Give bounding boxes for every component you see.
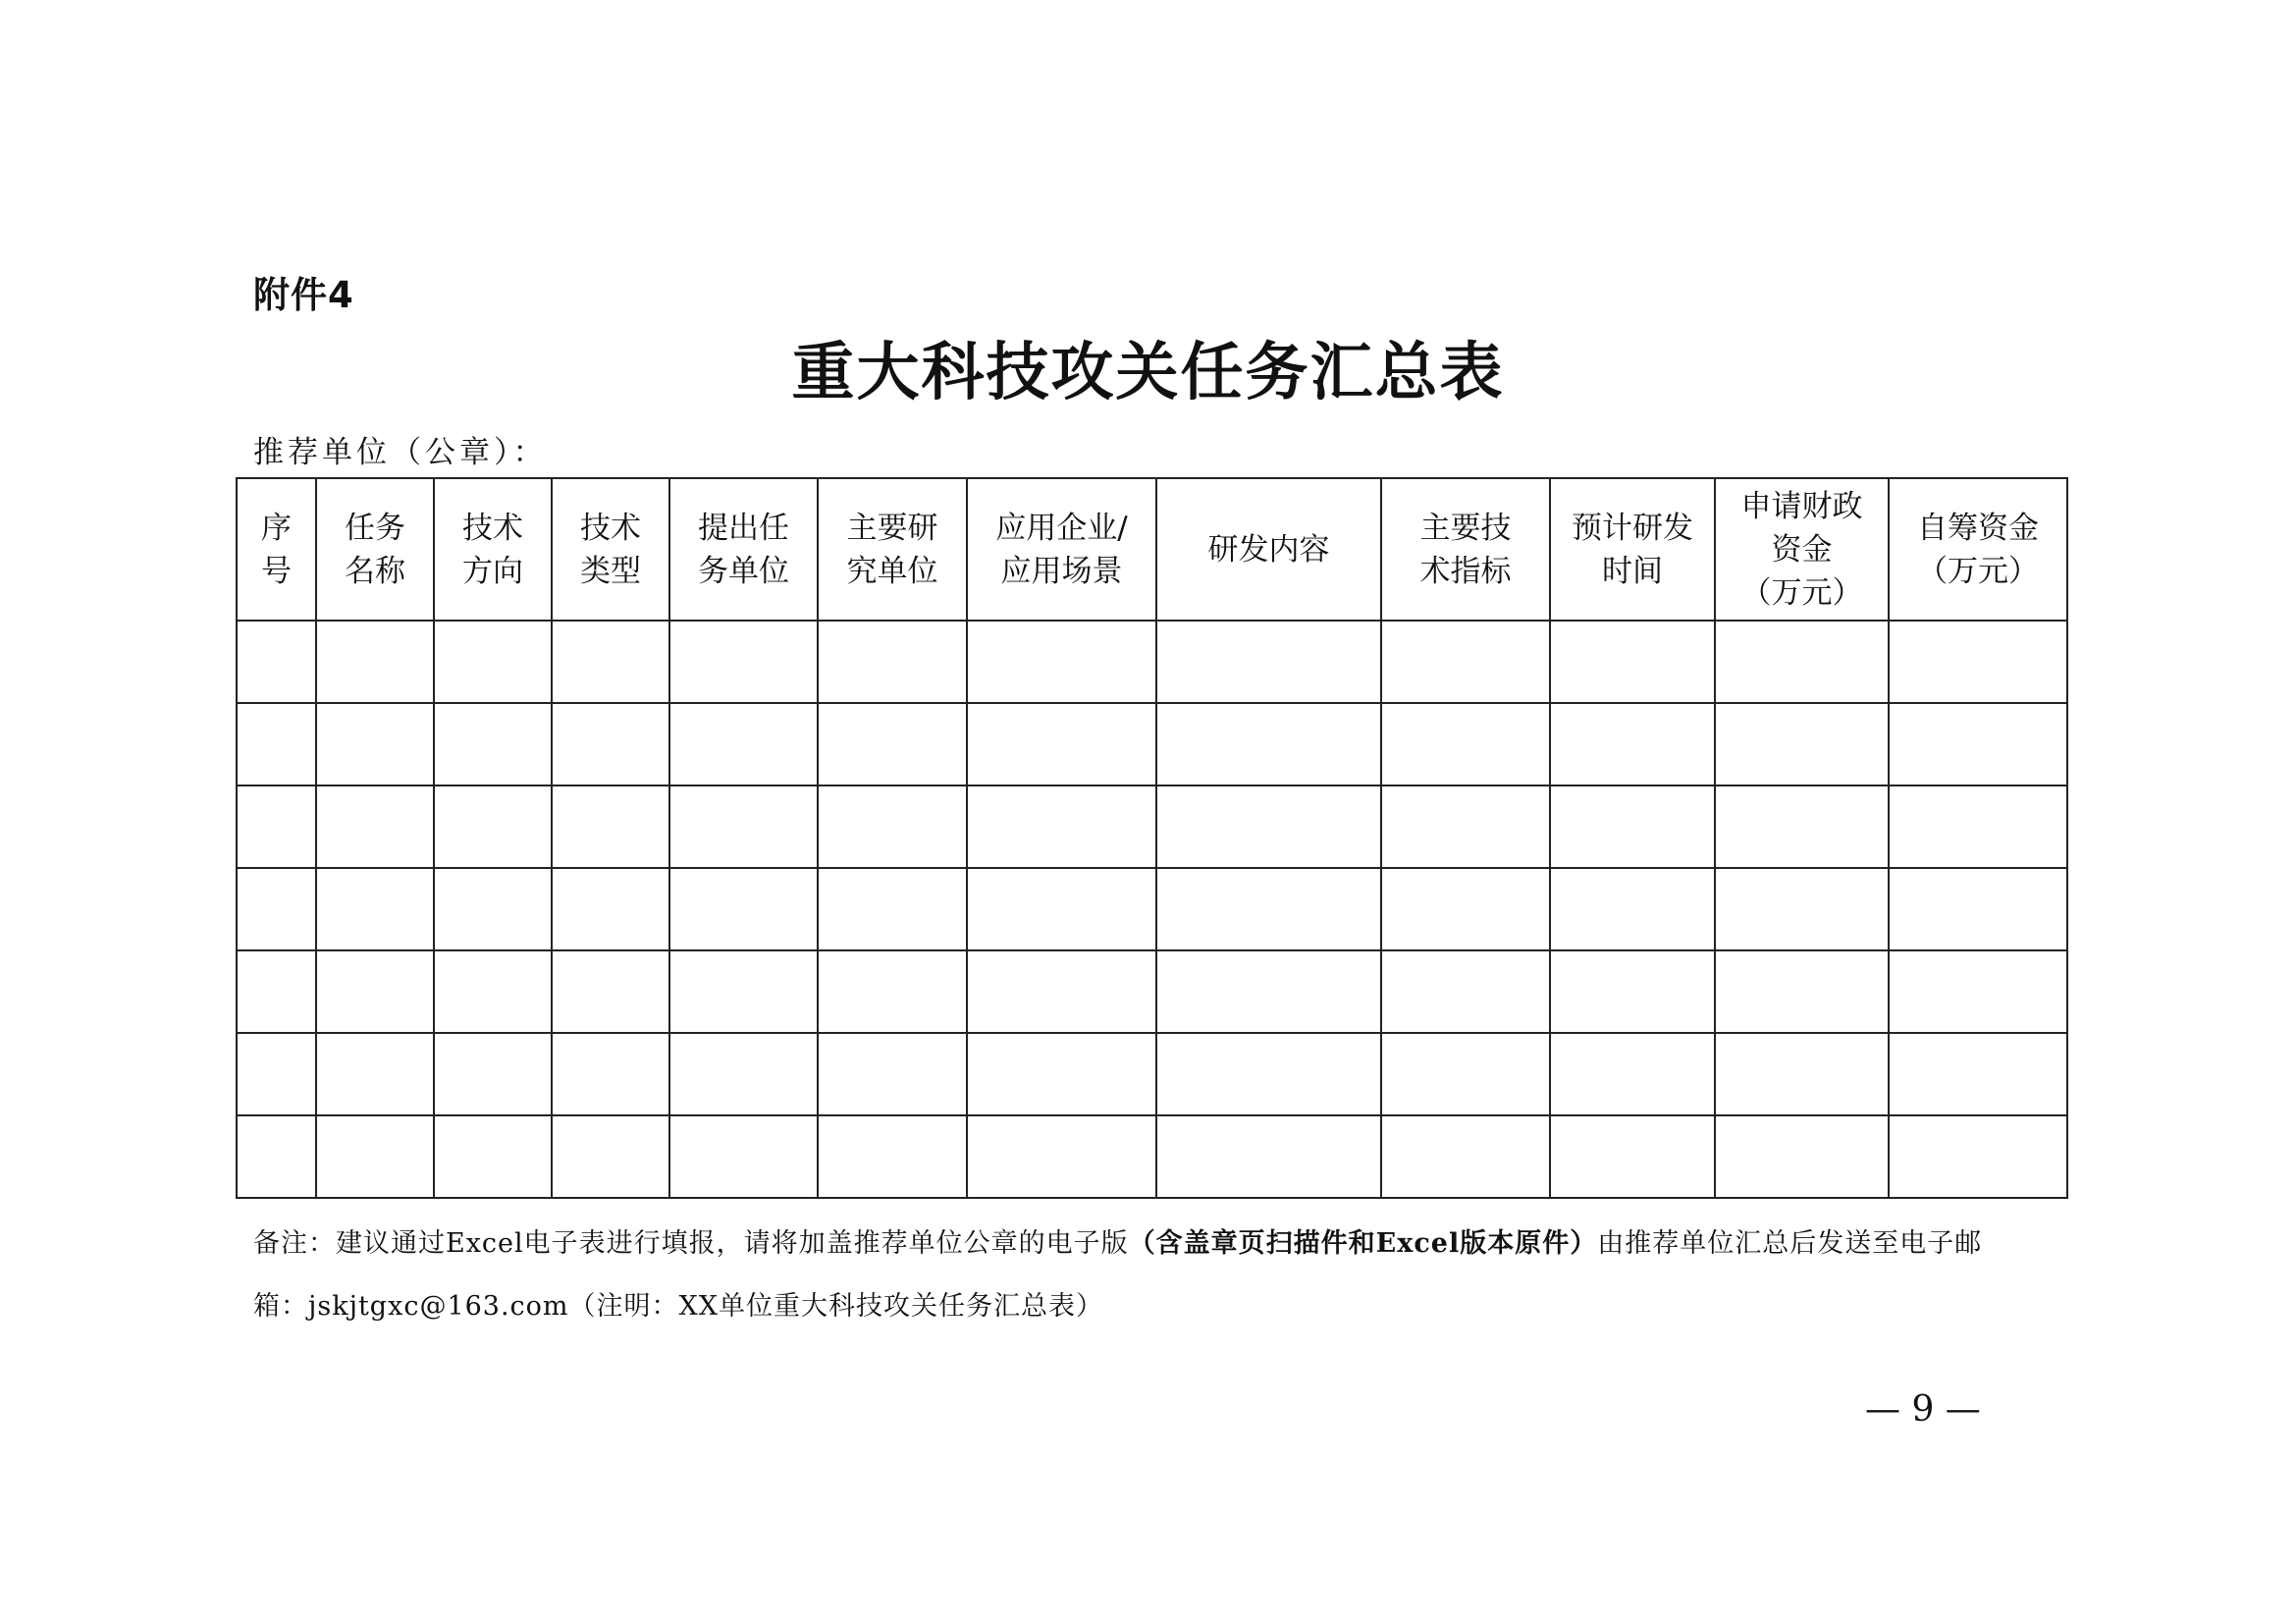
table-cell[interactable] bbox=[1381, 1115, 1550, 1198]
table-cell[interactable] bbox=[818, 1115, 967, 1198]
table-cell[interactable] bbox=[316, 868, 434, 950]
table-body bbox=[237, 621, 2067, 1198]
table-cell[interactable] bbox=[669, 1033, 818, 1115]
table-cell[interactable] bbox=[1550, 703, 1715, 785]
col-header-rd-time: 预计研发 时间 bbox=[1550, 478, 1715, 621]
table-cell[interactable] bbox=[1381, 868, 1550, 950]
table-cell[interactable] bbox=[1715, 621, 1889, 703]
table-cell[interactable] bbox=[1156, 950, 1381, 1033]
table-cell[interactable] bbox=[1889, 950, 2067, 1033]
table-cell[interactable] bbox=[434, 1115, 552, 1198]
table-cell[interactable] bbox=[1381, 621, 1550, 703]
col-header-proposing-unit: 提出任 务单位 bbox=[669, 478, 818, 621]
table-cell[interactable] bbox=[434, 1033, 552, 1115]
table-cell[interactable] bbox=[1381, 703, 1550, 785]
header-row bbox=[237, 478, 2067, 621]
table-cell[interactable] bbox=[316, 1033, 434, 1115]
table-cell[interactable] bbox=[669, 785, 818, 868]
table-cell[interactable] bbox=[669, 950, 818, 1033]
table-cell[interactable] bbox=[967, 703, 1156, 785]
table-cell[interactable] bbox=[552, 1115, 669, 1198]
table-cell[interactable] bbox=[237, 950, 316, 1033]
table-cell[interactable] bbox=[316, 950, 434, 1033]
table-cell[interactable] bbox=[1550, 785, 1715, 868]
table-cell[interactable] bbox=[552, 950, 669, 1033]
table-cell[interactable] bbox=[967, 950, 1156, 1033]
table-cell[interactable] bbox=[818, 868, 967, 950]
note-line-2: 箱：jskjtgxc@163.com（注明：XX单位重大科技攻关任务汇总表） bbox=[253, 1291, 1103, 1322]
table-cell[interactable] bbox=[552, 1033, 669, 1115]
table-cell[interactable] bbox=[1889, 868, 2067, 950]
note-line-1-pre: 备注：建议通过Excel电子表进行填报，请将加盖推荐单位公章的电子版 bbox=[253, 1228, 1129, 1259]
table-cell[interactable] bbox=[1715, 950, 1889, 1033]
table-cell[interactable] bbox=[818, 950, 967, 1033]
table-cell[interactable] bbox=[818, 621, 967, 703]
col-header-tech-indicators: 主要技 术指标 bbox=[1381, 478, 1550, 621]
table-cell[interactable] bbox=[1889, 785, 2067, 868]
table-cell[interactable] bbox=[237, 1115, 316, 1198]
table-cell[interactable] bbox=[1889, 1115, 2067, 1198]
table-cell[interactable] bbox=[552, 621, 669, 703]
table-cell[interactable] bbox=[1550, 950, 1715, 1033]
table-cell[interactable] bbox=[669, 868, 818, 950]
note-line-1 bbox=[253, 1221, 2079, 1260]
table-cell[interactable] bbox=[818, 703, 967, 785]
table-cell[interactable] bbox=[1889, 1033, 2067, 1115]
table-cell[interactable] bbox=[1156, 1033, 1381, 1115]
note-line-1-post: 由推荐单位汇总后发送至电子邮 bbox=[1597, 1228, 1983, 1259]
table-cell[interactable] bbox=[1381, 1033, 1550, 1115]
table-cell[interactable] bbox=[434, 950, 552, 1033]
table-cell[interactable] bbox=[552, 703, 669, 785]
note-line-1-bold: （含盖章页扫描件和Excel版本原件） bbox=[1128, 1228, 1598, 1259]
attachment-label: 附件4 bbox=[253, 274, 354, 316]
table-cell[interactable] bbox=[1715, 703, 1889, 785]
table-cell[interactable] bbox=[552, 868, 669, 950]
table-cell[interactable] bbox=[669, 703, 818, 785]
table-cell[interactable] bbox=[237, 1033, 316, 1115]
table-cell[interactable] bbox=[237, 703, 316, 785]
table-cell[interactable] bbox=[1550, 1115, 1715, 1198]
table-cell[interactable] bbox=[967, 1115, 1156, 1198]
table-cell[interactable] bbox=[316, 621, 434, 703]
table-cell[interactable] bbox=[1715, 868, 1889, 950]
col-header-task-name: 任务 名称 bbox=[316, 478, 434, 621]
table-cell[interactable] bbox=[1715, 1033, 1889, 1115]
table-cell[interactable] bbox=[669, 1115, 818, 1198]
col-header-index: 序 号 bbox=[237, 478, 316, 621]
table-cell[interactable] bbox=[967, 868, 1156, 950]
table-row bbox=[237, 950, 2067, 1033]
table-row bbox=[237, 703, 2067, 785]
table-cell[interactable] bbox=[1156, 1115, 1381, 1198]
table-cell[interactable] bbox=[967, 1033, 1156, 1115]
table-cell[interactable] bbox=[237, 785, 316, 868]
table-cell[interactable] bbox=[1550, 621, 1715, 703]
table-cell[interactable] bbox=[316, 703, 434, 785]
table-cell[interactable] bbox=[1889, 703, 2067, 785]
col-header-rd-content: 研发内容 bbox=[1156, 478, 1381, 621]
table-cell[interactable] bbox=[552, 785, 669, 868]
table-cell[interactable] bbox=[1550, 1033, 1715, 1115]
col-header-application: 应用企业/ 应用场景 bbox=[967, 478, 1156, 621]
table-cell[interactable] bbox=[434, 703, 552, 785]
summary-table bbox=[236, 477, 2068, 1199]
page-title: 重大科技攻关任务汇总表 bbox=[791, 336, 1505, 409]
table-cell[interactable] bbox=[237, 868, 316, 950]
table-row bbox=[237, 1115, 2067, 1198]
table-cell[interactable] bbox=[1156, 868, 1381, 950]
table-cell[interactable] bbox=[1381, 950, 1550, 1033]
col-header-self-funds: 自筹资金 （万元） bbox=[1889, 478, 2067, 621]
table-cell[interactable] bbox=[818, 785, 967, 868]
col-header-fiscal-funds: 申请财政 资金 （万元） bbox=[1715, 478, 1889, 621]
col-header-tech-direction: 技术 方向 bbox=[434, 478, 552, 621]
recommend-unit-label: 推荐单位（公章）： bbox=[253, 435, 548, 470]
table-cell[interactable] bbox=[434, 868, 552, 950]
table-cell[interactable] bbox=[967, 621, 1156, 703]
table-cell[interactable] bbox=[967, 785, 1156, 868]
table-cell[interactable] bbox=[1889, 621, 2067, 703]
table-row bbox=[237, 868, 2067, 950]
table-cell[interactable] bbox=[1156, 621, 1381, 703]
table-cell[interactable] bbox=[1550, 868, 1715, 950]
table-cell[interactable] bbox=[669, 621, 818, 703]
table-cell[interactable] bbox=[316, 785, 434, 868]
table-cell[interactable] bbox=[1715, 785, 1889, 868]
table-cell[interactable] bbox=[818, 1033, 967, 1115]
table-cell[interactable] bbox=[1715, 1115, 1889, 1198]
table-cell[interactable] bbox=[1156, 785, 1381, 868]
table-cell[interactable] bbox=[1156, 703, 1381, 785]
table-cell[interactable] bbox=[237, 621, 316, 703]
table-row bbox=[237, 785, 2067, 868]
col-header-research-unit: 主要研 究单位 bbox=[818, 478, 967, 621]
table-row bbox=[237, 1033, 2067, 1115]
table-cell[interactable] bbox=[434, 621, 552, 703]
table-cell[interactable] bbox=[316, 1115, 434, 1198]
table-cell[interactable] bbox=[434, 785, 552, 868]
table-cell[interactable] bbox=[1381, 785, 1550, 868]
page-number: — 9 — bbox=[1865, 1389, 1981, 1430]
col-header-tech-type: 技术 类型 bbox=[552, 478, 669, 621]
table-row bbox=[237, 621, 2067, 703]
